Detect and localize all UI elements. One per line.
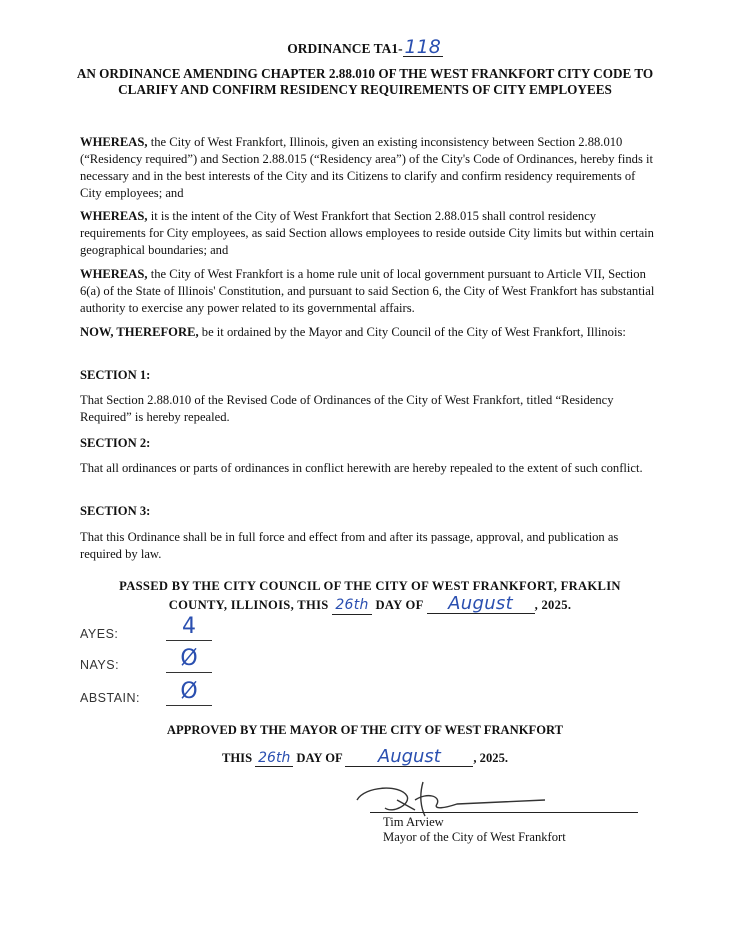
approved-line-1: APPROVED BY THE MAYOR OF THE CITY OF WEST FRANKFORT [166,723,564,737]
ordinance-number: 118 [404,36,441,58]
paragraph-text: the City of West Frankfort is a home rule unit of local government pursuant to Article VII, Section 6(a) of the State of Illinois' Constitution, and pursuant to said Section 6, the City of West Frankfort has substantial authority to exercise any power related to its governmental affairs. [80,267,655,315]
section-3-heading: SECTION 3: [80,504,151,518]
now-therefore-paragraph [80,324,655,341]
paragraph-text: it is the intent of the City of West Frankfort that Section 2.88.015 shall control residency requirements for City employees, as said Section allows employees to reside outside City limits but within certain geographical boundaries; and [80,209,654,257]
abstain-value: Ø [166,679,212,706]
paragraph-lead: WHEREAS, [80,209,148,223]
whereas-paragraph-2 [80,208,655,259]
passed-day: 26th [332,597,372,615]
passed-year: , 2025. [534,598,572,612]
nays-value: Ø [166,646,212,673]
paragraph-lead: WHEREAS, [80,267,148,281]
section-3-text: That this Ordinance shall be in full force and effect from and after its passage, approval, and publication as required by law. [80,530,619,561]
passed-line-1: PASSED BY THE CITY COUNCIL OF THE CITY OF WEST FRANKFORT, FRAKLIN [119,579,621,593]
ordinance-subtitle: AN ORDINANCE AMENDING CHAPTER 2.88.010 OF THE WEST FRANKFORT CITY CODE TO CLARIFY AND CONFIRM RESIDENCY REQUIREMENTS OF CITY EMPLOYEES [76,66,654,97]
abstain-label: ABSTAIN: [80,691,141,705]
section-2-text: That all ordinances or parts of ordinances in conflict herewith are hereby repealed to the extent of such conflict. [80,461,643,475]
signer-title: Mayor of the City of West Frankfort [383,830,566,844]
approved-this: THIS [221,751,256,765]
ordinance-title [0,38,730,57]
passed-line-2 [70,595,670,615]
passed-statement [70,578,670,615]
section-2-heading: SECTION 2: [80,436,151,450]
passed-county-text: COUNTY, ILLINOIS, THIS [168,598,333,612]
paragraph-lead: NOW, THEREFORE, [80,325,199,339]
mayor-signature-scribble [345,770,555,830]
section-1-heading: SECTION 1: [80,368,151,382]
approved-year: , 2025. [473,751,509,765]
approved-month: August [345,748,473,767]
approved-day: 26th [255,750,293,767]
ayes-value: 4 [166,614,212,641]
paragraph-text: be it ordained by the Mayor and City Council of the City of West Frankfort, Illinois: [198,325,626,339]
signature-line [370,812,638,813]
whereas-paragraph-3 [80,266,655,317]
section-1-text: That Section 2.88.010 of the Revised Code of Ordinances of the City of West Frankfort, titled “Residency Required” is hereby repealed. [80,393,614,424]
approved-day-of: DAY OF [293,751,346,765]
ordinance-prefix: ORDINANCE TA1- [287,41,403,56]
passed-month: August [427,595,535,614]
passed-day-of: DAY OF [372,598,427,612]
paragraph-text: the City of West Frankfort, Illinois, given an existing inconsistency between Section 2.88.010 (“Residency required”) and Section 2.88.015 (“Residency area”) of the City's Code of Ordinances, hereby finds it necessary and in the best interests of the City and its Citizens to clarify and confirm residency requirements of City employees; and [80,135,653,200]
ayes-label: AYES: [80,627,119,641]
approved-line-2 [0,748,730,767]
paragraph-lead: WHEREAS, [80,135,148,149]
nays-label: NAYS: [80,658,120,672]
signer-name: Tim Arview [383,815,444,829]
whereas-paragraph-1 [80,134,655,202]
